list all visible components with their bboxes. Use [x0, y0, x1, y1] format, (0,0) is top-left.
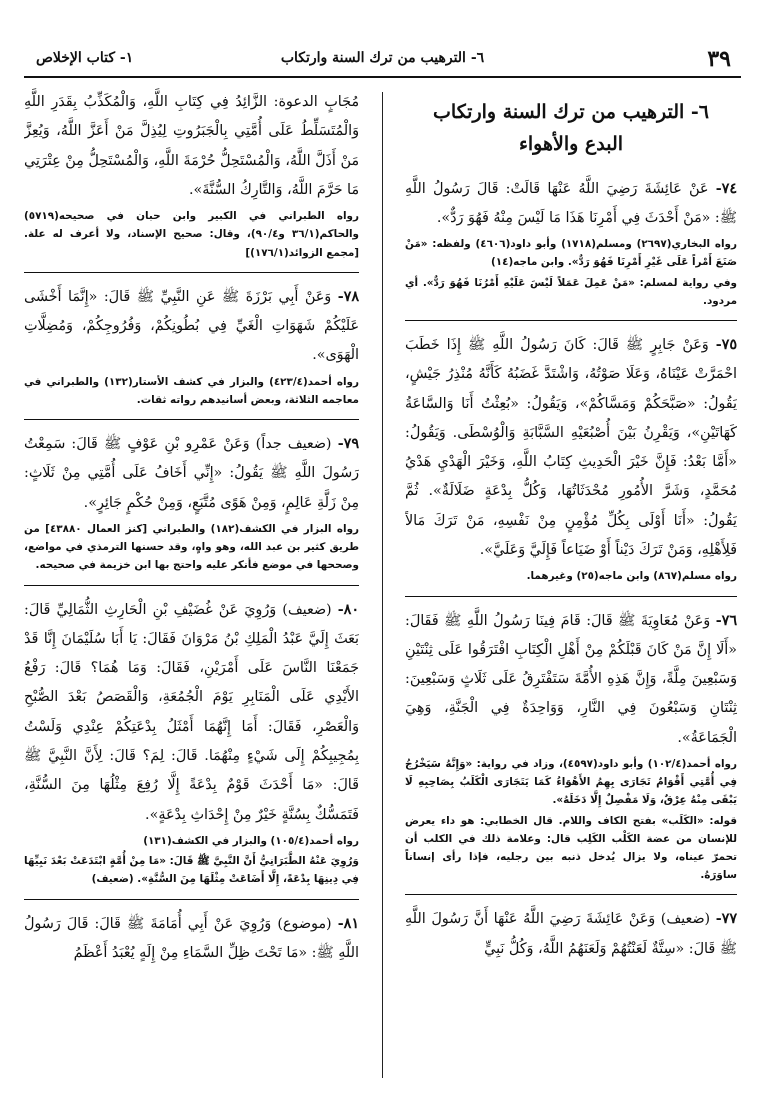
hadith-number: ٨١- — [337, 915, 359, 932]
hadith-text: (ضعيف) وَعَنْ عَائِشَةَ رَضِيَ اللَّهُ عَنْهَا أَنَّ رَسُولَ اللَّهِ ﷺ قَالَ: «سِتَّةٌ لَعَنْتُهُمْ وَلَعَنَهُمُ اللَّهُ، وَكُلُّ نَبِيٍّ — [405, 911, 737, 957]
hadith-number: ٧٩- — [337, 436, 359, 453]
hadith-separator — [24, 419, 359, 420]
page-number: ٣٩ — [707, 46, 731, 72]
hadith-81 — [24, 910, 359, 969]
left-column — [24, 88, 359, 1078]
hadith-77-source: رواه الطبراني في الكبير وابن حبان في صحيحه(٥٧١٩) والحاكم(٣٦/١ و٩٠/٤)، وقال: صحيح الإسناد، ولا أعرف له علة. [مجمع الزوائد(١٧٦/١)] — [24, 210, 359, 259]
hadith-80 — [24, 596, 359, 830]
hadith-separator — [405, 596, 737, 597]
hadith-75-source: رواه مسلم(٨٦٧) وابن ماجه(٢٥) وغيرهما. — [526, 570, 737, 583]
hadith-78-source: رواه أحمد(٤٢٣/٤) والبزار في كشف الأستار(١٣٢) والطبراني في معاجمه الثلاثة، وبعض أسانيدهم رواته ثقات. — [24, 375, 359, 406]
right-column — [405, 88, 737, 1078]
hadith-74-source: رواه البخاري(٢٦٩٧) ومسلم(١٧١٨) وأبو داود(٤٦٠٦) ولفظه: «مَنْ صَنَعَ أَمْراً عَلَى غَيْرِ أَمْرِنَا فَهُوَ رَدٌّ». وابن ماجه(١٤) — [405, 238, 737, 269]
hadith-number: ٧٤- — [715, 180, 737, 197]
hadith-77-continued: مُجَابٍ الدعوة: الزَّائِدُ فِي كِتَابِ اللَّهِ، وَالْمُكَذِّبُ بِقَدَرِ اللَّهِ وَالْمُتَسَلِّطُ عَلَى أُمَّتِي بِالْجَبَرُوتِ لِيُذِلَّ مَنْ أَعَزَّ اللَّهُ، وَيُعِزَّ مَنْ أَذَلَّ اللَّهُ، وَالْمُسْتَحِلُّ حُرْمَةَ اللَّهِ، وَالْمُسْتَحِلُّ مِنْ عِتْرَتِي مَا حَرَّمَ اللَّهُ، وَالتَّارِكُ السُّنَّةَ». — [24, 94, 359, 198]
hadith-separator — [24, 585, 359, 586]
hadith-text: عَنْ عَائِشَةَ رَضِيَ اللَّهُ عَنْهَا قَالَتْ: قَالَ رَسُولُ اللَّهِ ﷺ: «مَنْ أَحْدَثَ فِي أَمْرِنَا هَذَا مَا لَيْسَ مِنْهُ فَهُوَ رَدٌّ». — [405, 180, 737, 226]
hadith-number: ٧٥- — [715, 337, 737, 353]
page-header — [24, 46, 741, 78]
hadith-text: وَعَنْ أَبِي بَرْزَةَ ﷺ عَنِ النَّبِيِّ ﷺ قَالَ: «إِنَّمَا أَخْشَى عَلَيْكُمْ شَهَوَاتِ الْغَيِّ فِي بُطُونِكُمْ، وَفُرُوجِكُمْ، وَمُضِلَّاتِ الْهَوَى». — [24, 288, 359, 364]
hadith-74 — [405, 175, 737, 234]
column-divider — [382, 92, 383, 1078]
hadith-75 — [405, 331, 737, 565]
hadith-number: ٧٦- — [715, 612, 737, 629]
hadith-80-note: وَرُوِيَ عَنْهُ الطَّبَرَانِيُّ أَنَّ النَّبِيَّ ﷺ قَالَ: «مَا مِنْ أُمَّةٍ ابْتَدَعَتْ بَعْدَ نَبِيِّهَا فِي دِينِهَا بِدْعَةً، إِلَّا أَضَاعَتْ مِثْلَهَا مِنَ السُّنَّةِ». (ضعيف) — [24, 855, 359, 886]
hadith-separator — [405, 894, 737, 895]
hadith-77 — [405, 905, 737, 964]
hadith-number: ٨٠- — [337, 601, 359, 618]
hadith-76-note: قوله: «الكَلَب» بفتح الكاف واللام. قال الخطابي: هو داء يعرض للإنسان من عضة الكَلْب الكَلِب قال: وعلامة ذلك في الكلب أن تحمرّ عيناه، ولا يزال يُدخل ذنبه بين رجليه، فإذا رأى إنساناً ساوَرَهُ. — [405, 814, 737, 882]
hadith-79 — [24, 430, 359, 518]
chapter-title-line-1: ٦- الترهيب من ترك السنة وارتكاب — [433, 101, 709, 123]
hadith-74-note: وفي رواية لمسلم: «مَنْ عَمِلَ عَمَلاً لَيْسَ عَلَيْهِ أَمْرُنَا فَهُوَ رَدٌّ». أي مردود. — [405, 276, 737, 307]
hadith-text: (ضعيف) وَرُوِيَ عَنْ غُضَيْفِ بْنِ الْحَارِثِ الثُّمَالِيِّ قَالَ: بَعَثَ إِلَيَّ عَبْدُ الْمَلِكِ بْنُ مَرْوَانَ فَقَالَ: يَا أَبَا سُلَيْمَانَ إِنَّا قَدْ جَمَعْنَا النَّاسَ عَلَى أَمْرَيْنِ، فَقَالَ: وَمَا هُمَا؟ قَالَ: رَفْعُ الأَيْدِي عَلَى الْمَنَابِرِ يَوْمَ الْجُمُعَةِ، وَالْقَصَصُ بَعْدَ الصُّبْحِ وَالْعَصْرِ، فَقَالَ: أَمَا إِنَّهُمَا أَمْثَلُ بِدْعَتِكُمْ عِنْدِي وَلَسْتُ بِمُجِيبِكُمْ إِلَى شَيْءٍ مِنْهُمَا. قَالَ: لِمَ؟ قَالَ: لِأَنَّ النَّبِيَّ ﷺ قَالَ: «مَا أَحْدَثَ قَوْمٌ بِدْعَةً إِلَّا رُفِعَ مِثْلُهَا مِنَ السُّنَّةِ، فَتَمَسُّكٌ بِسُنَّةٍ خَيْرٌ مِنْ إِحْدَاثِ بِدْعَةٍ». — [24, 601, 359, 823]
hadith-number: ٧٨- — [337, 288, 359, 305]
hadith-separator — [24, 272, 359, 273]
hadith-separator — [24, 899, 359, 900]
running-book-title: ١- كتاب الإخلاص — [36, 50, 134, 66]
hadith-text: وَعَنْ مُعَاوِيَةَ ﷺ قَالَ: قَامَ فِينَا رَسُولُ اللَّهِ ﷺ فَقَالَ: «أَلَا إِنَّ مَنْ كَانَ قَبْلَكُمْ مِنْ أَهْلِ الْكِتَابِ افْتَرَقُوا عَلَى ثِنْتَيْنِ وَسَبْعِينَ مِلَّةً، وَإِنَّ هَذِهِ الأُمَّةَ سَتَفْتَرِقُ عَلَى ثَلَاثٍ وَسَبْعِينَ: ثِنْتَانِ وَسَبْعُونَ فِي النَّارِ، وَوَاحِدَةٌ فِي الْجَنَّةِ، وَهِيَ الْجَمَاعَةُ». — [405, 612, 737, 746]
chapter-title — [405, 96, 737, 161]
hadith-80-source: رواه أحمد(١٠٥/٤) والبزار في الكشف(١٣١) — [143, 834, 359, 847]
hadith-79-source: رواه البزار في الكشف(١٨٢) والطبراني [كنز العمال ٤٣٨٨٠] من طريق كثير بن عبد الله، وهو واهٍ، وقد حسنها الترمذي في مواضع، وصححها في موضع فأنكر عليه واحتج بها ابن خزيمة في صحيحه. — [24, 522, 359, 572]
hadith-text: وَعَنْ جَابِرٍ ﷺ قَالَ: كَانَ رَسُولُ اللَّهِ ﷺ إِذَا خَطَبَ احْمَرَّتْ عَيْنَاهُ، وَعَلَا صَوْتُهُ، وَاشْتَدَّ غَضَبُهُ كَأَنَّهُ مُنْذِرُ جَيْشٍ، يَقُولُ: «صَبَّحَكُمْ وَمَسَّاكُمْ»، وَيَقُولُ: «بُعِثْتُ أَنَا وَالسَّاعَةُ كَهَاتَيْنِ»، وَيَقْرِنُ بَيْنَ أُصْبُعَيْهِ السَّبَّابَةِ وَالْوُسْطَى. وَيَقُولُ: «أَمَّا بَعْدُ: فَإِنَّ خَيْرَ الْحَدِيثِ كِتَابُ اللَّهِ، وَخَيْرَ الْهَدْيِ هَدْيُ مُحَمَّدٍ، وَشَرَّ الأُمُورِ مُحْدَثَاتُهَا، وَكُلُّ بِدْعَةٍ ضَلَالَةٌ». ثُمَّ يَقُولُ: «أَنَا أَوْلَى بِكُلِّ مُؤْمِنٍ مِنْ نَفْسِهِ، مَنْ تَرَكَ مَالاً فَلِأَهْلِهِ، وَمَنْ تَرَكَ دَيْناً أَوْ ضَيَاعاً فَإِلَيَّ وَعَلَيَّ». — [405, 337, 737, 559]
hadith-78 — [24, 283, 359, 371]
hadith-76 — [405, 607, 737, 753]
running-section-title: ٦- الترهيب من ترك السنة وارتكاب — [280, 50, 485, 66]
hadith-separator — [405, 320, 737, 321]
hadith-number: ٧٧- — [715, 911, 737, 928]
hadith-text: (موضوع) وَرُوِيَ عَنْ أَبِي أُمَامَةَ ﷺ قَالَ: قَالَ رَسُولُ اللَّهِ ﷺ: «مَا تَحْتَ ظِلِّ السَّمَاءِ مِنْ إِلَهٍ يُعْبَدُ أَعْظَمُ — [24, 915, 359, 961]
header-rule — [24, 76, 741, 78]
chapter-title-line-2: البدع والأهواء — [518, 133, 624, 156]
hadith-text: (ضعيف جداً) وَعَنْ عَمْرِو بْنِ عَوْفٍ ﷺ قَالَ: سَمِعْتُ رَسُولَ اللَّهِ ﷺ يَقُولُ: «إِنِّي أَخَافُ عَلَى أُمَّتِي مِنْ ثَلَاثٍ: مِنْ زَلَّةِ عَالِمٍ، وَمِنْ هَوًى مُتَّبَعٍ، وَمِنْ حُكْمٍ جَائِرٍ». — [24, 436, 359, 511]
hadith-76-source: رواه أحمد(١٠٢/٤) وأبو داود(٤٥٩٧)، وزاد في رواية: «وَإِنَّهُ سَيَخْرُجُ فِي أُمَّتِي أَقْوَامٌ تَجَارَى بِهِمُ الأَهْوَاءُ كَمَا يَتَجَارَى الْكَلَبُ بِصَاحِبِهِ لَا يَبْقَى مِنْهُ عِرْقٌ، وَلَا مَفْصِلٌ إِلَّا دَخَلَهُ». — [405, 758, 737, 807]
